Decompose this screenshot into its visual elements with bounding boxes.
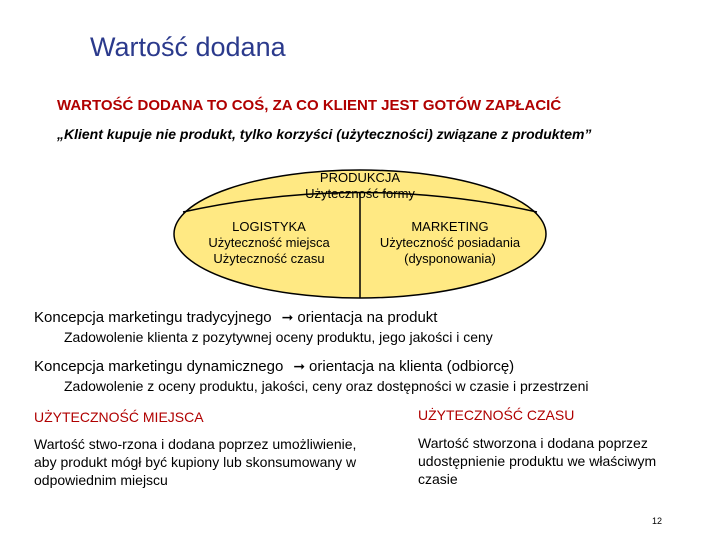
concept-label: Koncepcja marketingu dynamicznego bbox=[34, 358, 284, 375]
logistics-utility-time: Użyteczność czasu bbox=[213, 251, 325, 266]
logistics-utility-place: Użyteczność miejsca bbox=[208, 235, 330, 250]
logistics-segment bbox=[194, 219, 344, 267]
slide-title: Wartość dodana bbox=[90, 32, 286, 62]
production-segment bbox=[280, 170, 440, 202]
marketing-segment bbox=[370, 219, 530, 267]
concept-label: Koncepcja marketingu tradycyjnego bbox=[34, 309, 272, 326]
page-number: 12 bbox=[652, 516, 663, 526]
right-arrow-icon: ➞ bbox=[281, 309, 294, 325]
slide-subtitle: WARTOŚĆ DODANA TO COŚ, ZA CO KLIENT JEST GOTÓW ZAPŁACIĆ bbox=[57, 97, 562, 114]
concept-traditional bbox=[34, 309, 437, 326]
production-heading: PRODUKCJA bbox=[319, 170, 401, 185]
concept-result: orientacja na produkt bbox=[297, 309, 438, 326]
marketing-utility-possession: Użyteczność posiadania bbox=[379, 235, 521, 250]
concept-traditional-detail: Zadowolenie klienta z pozytywnej oceny produktu, jego jakości i ceny bbox=[64, 329, 493, 345]
quote-text: „Klient kupuje nie produkt, tylko korzyści (użyteczności) związane z produktem” bbox=[57, 126, 592, 142]
logistics-heading: LOGISTYKA bbox=[232, 219, 306, 234]
time-utility-text: Wartość stworzona i dodana poprzez udostępnienie produktu we właściwym czasie bbox=[418, 435, 657, 487]
right-arrow-icon: ➞ bbox=[293, 358, 306, 374]
production-utility: Użyteczność formy bbox=[305, 186, 415, 201]
concept-result: orientacja na klienta (odbiorcę) bbox=[309, 358, 515, 375]
utility-diagram bbox=[172, 168, 548, 305]
concept-dynamic-detail: Zadowolenie z oceny produktu, jakości, ceny oraz dostępności w czasie i przestrzeni bbox=[64, 378, 589, 394]
marketing-utility-disposal: (dysponowania) bbox=[404, 251, 496, 266]
marketing-heading: MARKETING bbox=[411, 219, 489, 234]
concept-dynamic bbox=[34, 358, 514, 375]
place-utility-text: Wartość stwo-rzona i dodana poprzez umożliwienie, aby produkt mógł być kupiony lub skonsumowany w odpowiednim miejscu bbox=[34, 436, 357, 488]
place-utility-heading: UŻYTECZNOŚĆ MIEJSCA bbox=[34, 409, 204, 425]
time-utility-heading: UŻYTECZNOŚĆ CZASU bbox=[418, 407, 575, 423]
